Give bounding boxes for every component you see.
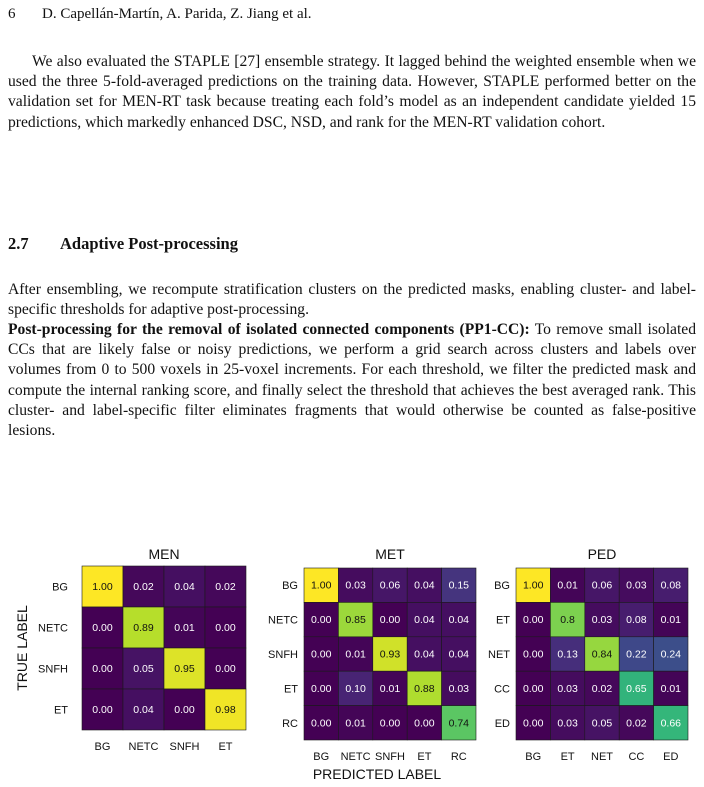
pp1-bold-title: Post-processing for the removal of isolated connected components (PP1-CC): [8,321,530,338]
cell-value-label: 0.03 [591,614,613,627]
cell-value-label: 0.98 [215,704,236,716]
col-tick-label: ET [417,751,432,763]
row-tick-label: ET [495,614,510,627]
cell-value-label: 0.00 [310,648,332,661]
matrix-title-ped: PED [587,546,617,562]
row-tick-label: BG [282,580,298,593]
cell-value-label: 0.08 [660,579,682,592]
row-tick-label: NETC [38,622,68,635]
cell-value-label: 0.15 [448,579,470,592]
cell-value-label: 0.10 [345,682,366,695]
paragraph-intro: After ensembling, we recompute stratification clusters on the predicted masks, enabling cluster- and label-specific thresholds for adaptive post-processing. [8,281,696,319]
cell-value-label: 0.8 [560,614,575,627]
row-tick-label: CC [494,683,510,696]
cell-value-label: 0.01 [379,682,401,695]
y-axis-label: TRUE LABEL [14,605,30,691]
cell-value-label: 0.01 [174,622,195,634]
col-tick-label: RC [450,751,467,763]
cell-value-label: 0.04 [414,648,435,661]
running-authors: D. Capellán-Martín, A. Parida, Z. Jiang et al. [42,6,312,22]
col-tick-label: ET [560,751,575,763]
cell-value-label: 0.00 [379,717,401,730]
cell-value-label: 0.00 [414,717,435,730]
row-tick-label: NETC [268,614,298,627]
cell-value-label: 0.00 [174,704,195,716]
section-heading [8,234,238,254]
row-tick-label: RC [282,717,298,730]
row-tick-label: ED [494,717,510,730]
row-tick-label: BG [52,581,68,594]
cell-value-label: 0.02 [215,581,236,593]
col-tick-label: BG [525,751,542,763]
confusion-matrices-svg [0,540,704,787]
row-tick-label: ET [53,704,68,717]
row-tick-label: SNFH [268,649,298,661]
row-tick-label: BG [494,580,510,593]
cell-value-label: 0.65 [626,682,647,695]
cell-value-label: 0.74 [448,717,470,730]
cell-value-label: 0.88 [414,682,435,695]
col-tick-label: BG [94,741,111,753]
cell-value-label: 0.03 [345,579,366,592]
cell-value-label: 0.00 [92,622,113,634]
cell-value-label: 0.06 [591,579,613,592]
cell-value-label: 0.00 [215,663,236,675]
col-tick-label: NETC [340,751,371,763]
cell-value-label: 0.00 [310,614,332,627]
cell-value-label: 0.04 [448,614,470,627]
cell-value-label: 0.66 [660,717,682,730]
row-tick-label: ET [283,683,298,696]
cell-value-label: 0.00 [310,682,332,695]
row-tick-label: NET [488,649,510,661]
pp1-text: To remove small isolated CCs that are likely false or noisy predictions, we perform a grid search across clusters and labels over volumes from 0 to 500 voxels in 25-voxel increments. For each threshold, we filter the predicted mask and compute the internal ranking score, and finally select the threshold that achieves the best averaged rank. This cluster- and label-specific filter eliminates fragments that would otherwise be counted as false-positive lesions. [8,321,697,440]
paragraph-staple: We also evaluated the STAPLE [27] ensemble strategy. It lagged behind the weighted ensemble when we used the three 5-fold-averaged predictions on the training data. However, STAPLE performed better on the validation set for MEN-RT task because treating each fold’s model as an independent candidate yielded 15 predictions, which markedly enhanced DSC, NSD, and rank for the MEN-RT validation cohort. [8,53,696,131]
section-number: 2.7 [8,234,29,253]
cell-value-label: 0.00 [92,663,113,675]
cell-value-label: 0.01 [345,648,366,661]
cell-value-label: 0.00 [92,704,113,716]
cell-value-label: 0.24 [660,648,682,661]
cell-value-label: 0.01 [345,717,366,730]
section-title: Adaptive Post-processing [60,234,238,253]
cell-value-label: 0.00 [522,614,544,627]
cell-value-label: 0.85 [345,614,366,627]
cell-value-label: 1.00 [522,579,544,592]
cell-value-label: 0.04 [174,581,195,593]
cell-value-label: 0.03 [557,717,578,730]
cell-value-label: 0.00 [310,717,332,730]
x-axis-label: PREDICTED LABEL [312,766,442,782]
cell-value-label: 0.03 [448,682,470,695]
col-tick-label: ET [218,741,233,753]
col-tick-label: SNFH [169,741,200,753]
col-tick-label: BG [313,751,330,763]
cell-value-label: 0.01 [660,614,682,627]
cell-value-label: 0.00 [215,622,236,634]
cell-value-label: 0.01 [557,579,578,592]
cell-value-label: 1.00 [92,581,113,593]
cell-value-label: 0.00 [522,717,544,730]
cell-value-label: 0.95 [174,663,195,675]
col-tick-label: ED [663,751,679,763]
cell-value-label: 0.04 [414,614,435,627]
col-tick-label: CC [628,751,645,763]
cell-value-label: 0.05 [591,717,613,730]
cell-value-label: 0.04 [448,648,470,661]
cell-value-label: 0.84 [591,648,613,661]
col-tick-label: SNFH [375,751,405,763]
col-tick-label: NET [591,751,613,763]
cell-value-label: 0.93 [379,648,401,661]
cell-value-label: 0.00 [522,682,544,695]
matrix-title-met: MET [375,546,405,562]
confusion-matrix-figure [0,540,704,787]
paragraph-pp1 [8,320,696,441]
cell-value-label: 0.03 [557,682,578,695]
matrix-title-men: MEN [148,546,180,562]
cell-value-label: 0.02 [591,682,613,695]
cell-value-label: 0.04 [133,704,154,716]
cell-value-label: 0.00 [379,614,401,627]
cell-value-label: 0.89 [133,622,154,634]
cell-value-label: 0.04 [414,579,435,592]
row-tick-label: SNFH [38,663,68,676]
running-header [8,6,312,23]
cell-value-label: 0.01 [660,682,682,695]
cell-value-label: 0.22 [626,648,647,661]
cell-value-label: 0.02 [133,581,154,593]
cell-value-label: 0.00 [522,648,544,661]
cell-value-label: 0.02 [626,717,647,730]
cell-value-label: 0.05 [133,663,154,675]
col-tick-label: NETC [128,741,159,753]
cell-value-label: 1.00 [310,579,332,592]
page-number: 6 [8,6,16,22]
cell-value-label: 0.13 [557,648,578,661]
cell-value-label: 0.08 [626,614,647,627]
cell-value-label: 0.03 [626,579,647,592]
cell-value-label: 0.06 [379,579,401,592]
